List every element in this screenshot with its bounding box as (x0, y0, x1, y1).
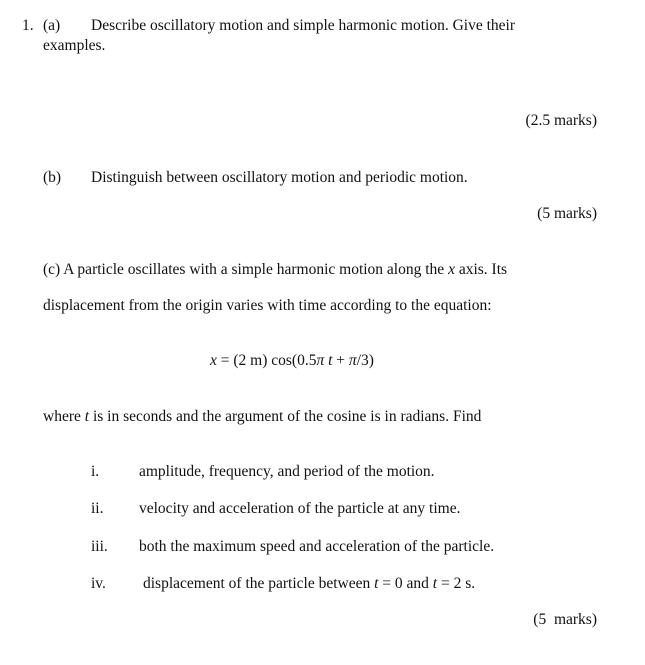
equation-tail: /3) (356, 352, 374, 369)
part-c-marks: (5 marks) (533, 611, 597, 628)
equation-t: t (328, 352, 333, 369)
equation-pi2: π (348, 352, 357, 369)
part-a-marks: (2.5 marks) (525, 112, 597, 129)
item-4-pre: displacement of the particle between (143, 575, 375, 592)
item-3-number: iii. (91, 538, 108, 555)
part-b-marks: (5 marks) (537, 205, 597, 222)
equation-plus: + (332, 352, 349, 369)
item-1-text: amplitude, frequency, and period of the motion. (139, 463, 435, 480)
where-pre: where (43, 408, 85, 425)
part-a-label: (a) (43, 17, 61, 34)
item-1-number: i. (91, 463, 100, 480)
item-4-mid: = 0 and (378, 575, 433, 592)
equation-lhs: x (210, 352, 217, 369)
item-4-post: = 2 s. (437, 575, 476, 592)
equation-pi1: π (316, 352, 325, 369)
item-4-t1: t (374, 575, 379, 592)
item-4-t2: t (432, 575, 438, 592)
part-b-text: Distinguish between oscillatory motion and periodic motion. (91, 169, 468, 186)
part-c-line2: displacement from the origin varies with time according to the equation: (43, 297, 492, 314)
part-c-line1 (43, 261, 507, 279)
item-2-number: ii. (91, 500, 104, 517)
question-number: 1. (22, 17, 34, 34)
item-4-number: iv. (91, 575, 106, 592)
item-2-text: velocity and acceleration of the particle at any time. (139, 500, 461, 517)
part-a-text-line2: examples. (43, 37, 106, 54)
equation-mid: = (2 m) cos(0.5 (216, 352, 317, 369)
where-post: is in seconds and the argument of the cosine is in radians. Find (89, 408, 482, 425)
part-c-line1-pre: (c) A particle oscillates with a simple harmonic motion along the (43, 261, 449, 278)
where-var: t (84, 408, 90, 425)
part-a-text-line1: Describe oscillatory motion and simple harmonic motion. Give their (91, 17, 516, 34)
item-4-text (143, 575, 475, 593)
part-c-line1-var: x (448, 261, 455, 278)
equation (210, 352, 374, 370)
part-c-where (43, 408, 481, 426)
part-c-line1-post: axis. Its (454, 261, 508, 278)
item-3-text: both the maximum speed and acceleration of the particle. (139, 538, 495, 555)
part-b-label: (b) (43, 169, 62, 186)
